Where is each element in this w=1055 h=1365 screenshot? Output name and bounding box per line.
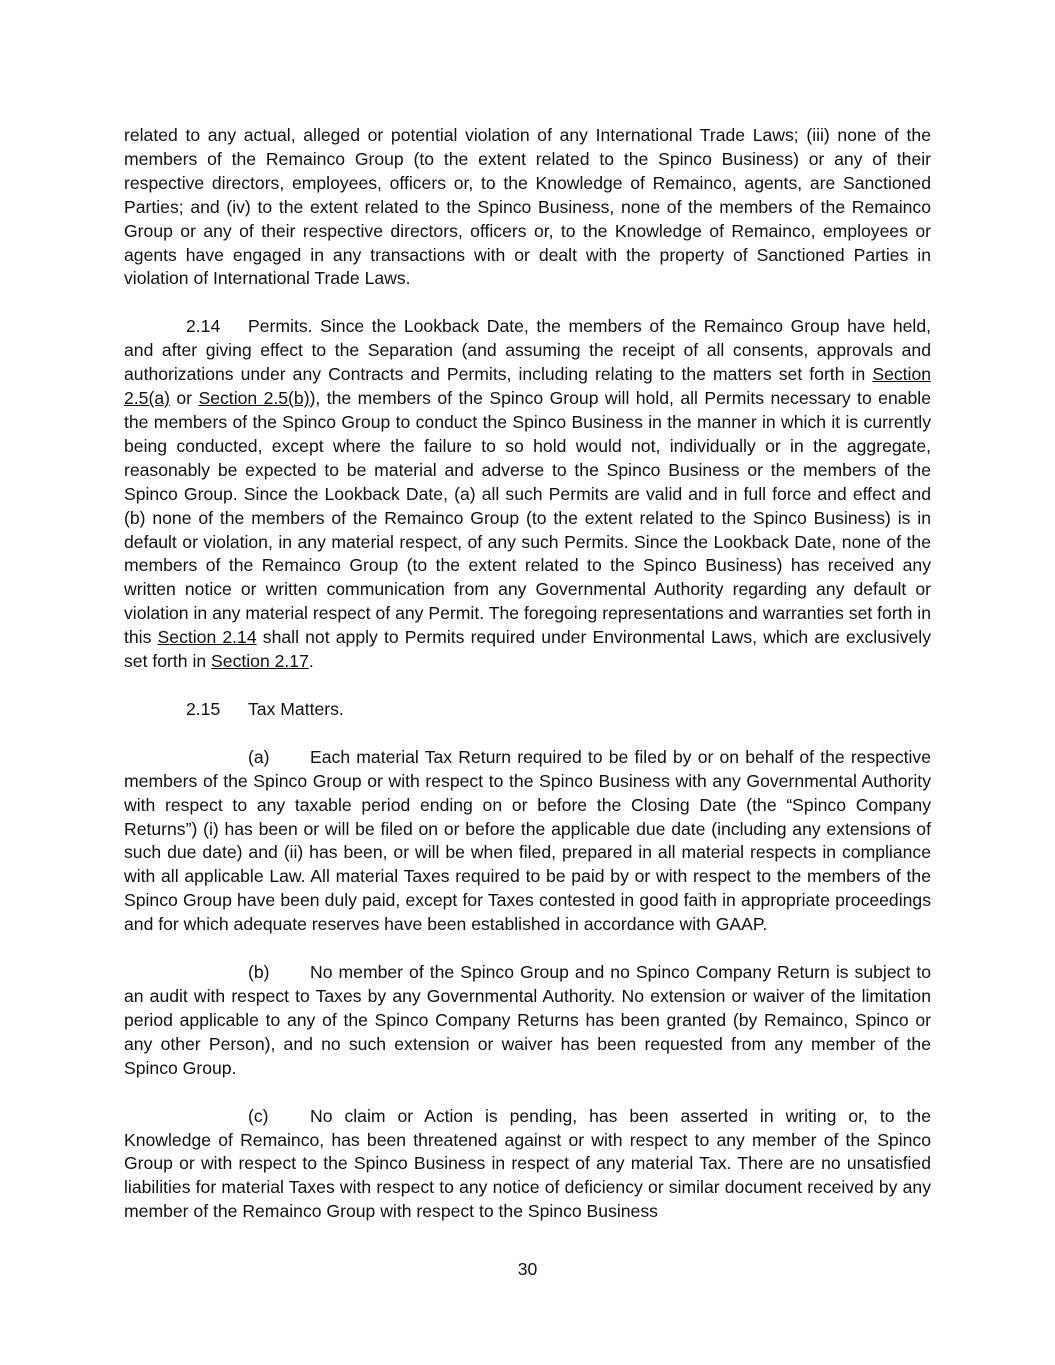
subsection-text: No claim or Action is pending, has been asserted in writing or, to the Knowledge of Remainco, has been threatened against or with respect to any member of the Spinco Group or with respect to the Spinco Business in respect of any material Tax. There are no unsatisfied liabilities for material Taxes with respect to any notice of deficiency or similar document received by any member of the Remainco Group with respect to the Spinco Business — [124, 1105, 931, 1222]
subsection-b — [124, 961, 931, 1081]
section-reference-link[interactable]: Section 2.5(a) — [124, 364, 932, 409]
subsection-label: (a) — [248, 746, 270, 767]
continuation-paragraph: related to any actual, alleged or potential violation of any International Trade Laws; (iii) none of the members of the Remainco Group (to the extent related to the Spinco Business) or any of their respective directors, employees, officers or, to the Knowledge of Remainco, agents, are Sanctioned Parties; and (iv) to the extent related to the Spinco Business, none of the members of the Remainco Group or any of their respective directors, officers or, to the Knowledge of Remainco, employees or agents have engaged in any transactions with or dealt with the property of Sanctioned Parties in violation of International Trade Laws. — [124, 125, 931, 289]
section-number: 2.15 — [186, 698, 221, 719]
section-number: 2.14 — [186, 316, 221, 337]
subsection-text: No member of the Spinco Group and no Spinco Company Return is subject to an audit with respect to Taxes by any Governmental Authority. No extension or waiver of the limitation period applicable to any of the Spinco Company Returns has been granted (by Remainco, Spinco or any other Person), and no such extension or waiver has been requested from any member of the Spinco Group. — [124, 962, 931, 1078]
page-number: 30 — [517, 1259, 538, 1279]
section-reference-link[interactable]: Section 2.17 — [211, 651, 309, 672]
subsection-a — [124, 746, 931, 937]
section-2-14: 2.14 Permits. Since the Lookback Date, the members of the Remainco Group have held, and after giving effect to the Separation (and assuming the receipt of all consents, approvals and authorizations under any Contracts and Permits, including relating to the matters set forth in Section 2.5(a) or Section 2.5(b)), the members of the Spinco Group will hold, all Permits necessary to enable the members of the Spinco Group to conduct the Spinco Business in the manner in which it is currently being conducted, except where the failure to so hold would not, individually or in the aggregate, reasonably be expected to be material and adverse to the Spinco Business or the members of the Spinco Group. Since the Lookback Date, (a) all such Permits are valid and in full force and effect and (b) none of the members of the Remainco Group (to the extent related to the Spinco Business) is in default or violation, in any material respect, of any such Permits. Since the Lookback Date, none of the members of the Remainco Group (to the extent related to the Spinco Business) has received any written notice or written communication from any Governmental Authority regarding any default or violation in any material respect of any Permit. The foregoing representations and warranties set forth in this Section 2.14 shall not apply to Permits required under Environmental Laws, which are exclusively set forth in Section 2.17. — [124, 316, 932, 672]
subsection-label: (c) — [248, 1105, 269, 1126]
section-reference-link[interactable]: Section 2.14 — [157, 627, 257, 648]
section-2-15 — [124, 698, 931, 722]
subsection-label: (b) — [248, 962, 270, 983]
subsection-text: Each material Tax Return required to be filed by or on behalf of the respective members of the Spinco Group or with respect to the Spinco Business with any Governmental Authority with respect to any taxable period ending on or before the Closing Date (the “Spinco Company Returns”) (i) has been or will be filed on or before the applicable due date (including any extensions of such due date) and (ii) has been, or will be when filed, prepared in all material respects in compliance with all applicable Law. All material Taxes required to be paid by or with respect to the members of the Spinco Group have been duly paid, except for Taxes contested in good faith in appropriate proceedings and for which adequate reserves have been established in accordance with GAAP. — [124, 746, 931, 935]
section-heading: Permits. — [248, 316, 313, 337]
section-heading: Tax Matters. — [248, 698, 344, 719]
subsection-c — [124, 1105, 931, 1225]
document-page — [124, 124, 931, 1224]
section-reference-link[interactable]: Section 2.5(b) — [198, 388, 310, 409]
